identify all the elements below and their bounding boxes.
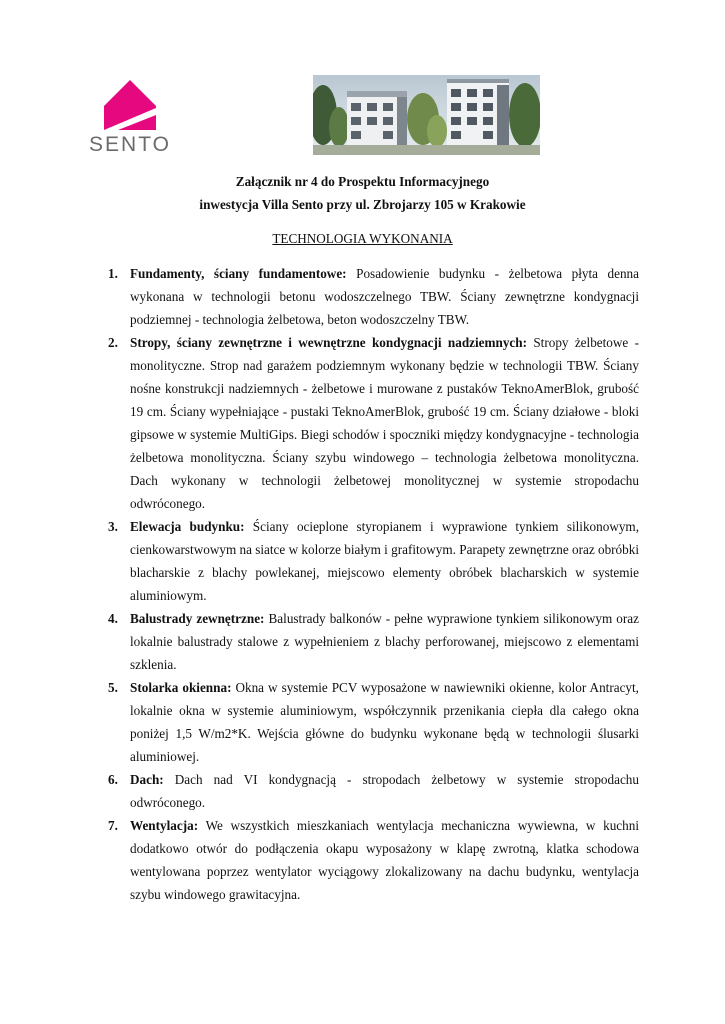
item-text: Stropy żelbetowe - monolityczne. Strop nad garażem podziemnym wykonany będzie w technologii TBW. Ściany nośne konstrukcji nadziemnych - żelbetowe i murowane z pustaków TeknoAmerBlok, grubość 19 cm. Ściany wypełniające - pustaki TeknoAmerBlok, grubość 19 cm. Ściany działowe - bloki gipsowe w systemie MultiGips. Biegi schodów i spoczniki między kondygnacyjne - technologia żelbetowa monolityczna. Ściany szybu windowego – technologia żelbetowa monolityczna. Dach wykonany w technologii żelbetowej monolitycznej w systemie stropodachu odwróconego. xyxy=(130,335,639,511)
item-text: Balustrady balkonów - pełne wyprawione tynkiem silikonowym oraz lokalnie balustrady stalowe z wypełnieniem z blachy perforowanej, miejscowo z elementami szklenia. xyxy=(130,611,639,672)
logo-wordmark: SENTO xyxy=(89,133,171,156)
item-text: Posadowienie budynku - żelbetowa płyta denna wykonana w technologii betonu wodoszczelnego TBW. Ściany zewnętrzne kondygnacji podziemnej - technologia żelbetowa, beton wodoszczelny TBW. xyxy=(130,266,640,327)
list-item xyxy=(108,515,640,607)
document-header xyxy=(0,170,725,216)
item-number: 7. xyxy=(108,818,118,833)
house-icon xyxy=(86,78,174,134)
item-number: 4. xyxy=(108,611,118,626)
item-text: Okna w systemie PCV wyposażone w nawiewniki okienne, kolor Antracyt, lokalnie okna w systemie aluminiowym, współczynnik przenikania ciepła dla całego okna poniżej 1,5 W/m2*K. Wejścia główne do budynku wykonane będą w technologii ślusarki aluminiowej. xyxy=(130,680,639,764)
item-number: 3. xyxy=(108,519,118,534)
list-item xyxy=(108,768,639,814)
header-line-2: inwestycja Villa Sento przy ul. Zbrojarzy 105 w Krakowie xyxy=(199,197,526,212)
item-text: Dach nad VI kondygnacją - stropodach żelbetowy w systemie stropodachu odwróconego. xyxy=(130,772,639,810)
item-number: 2. xyxy=(108,335,118,350)
technology-list xyxy=(108,262,640,906)
item-heading: Wentylacja: xyxy=(130,818,199,833)
item-number: 5. xyxy=(108,680,118,695)
sento-logo xyxy=(86,78,174,160)
list-item xyxy=(108,607,639,676)
list-item xyxy=(108,814,639,906)
item-heading: Stolarka okienna: xyxy=(130,680,232,695)
item-text: Ściany ocieplone styropianem i wyprawione tynkiem silikonowym, cienkowarstwowym na siatce w kolorze białym i grafitowym. Parapety zewnętrzne oraz obróbki blacharskie z blachy powlekanej, miejscowo elementy obróbek blacharskich w systemie aluminiowym. xyxy=(130,519,640,603)
item-text: We wszystkich mieszkaniach wentylacja mechaniczna wywiewna, w kuchni dodatkowo otwór do podłączenia okapu wyposażony w klapę zwrotną, klatka schodowa wentylowana poprzez wentylator wyciągowy zlokalizowany na dachu budynku, wentylacja szybu windowego grawitacyjna. xyxy=(130,818,639,902)
item-heading: Balustrady zewnętrzne: xyxy=(130,611,265,626)
list-item xyxy=(108,262,640,331)
item-heading: Fundamenty, ściany fundamentowe: xyxy=(130,266,347,281)
list-item xyxy=(108,331,639,515)
building-rendering xyxy=(313,75,540,155)
header-line-1: Załącznik nr 4 do Prospektu Informacyjnego xyxy=(235,174,490,189)
item-heading: Elewacja budynku: xyxy=(130,519,245,534)
item-number: 6. xyxy=(108,772,118,787)
item-number: 1. xyxy=(108,266,118,281)
section-title: TECHNOLOGIA WYKONANIA xyxy=(272,231,453,246)
list-item xyxy=(108,676,639,768)
item-heading: Stropy, ściany zewnętrzne i wewnętrzne kondygnacji nadziemnych: xyxy=(130,335,528,350)
item-heading: Dach: xyxy=(130,772,164,787)
